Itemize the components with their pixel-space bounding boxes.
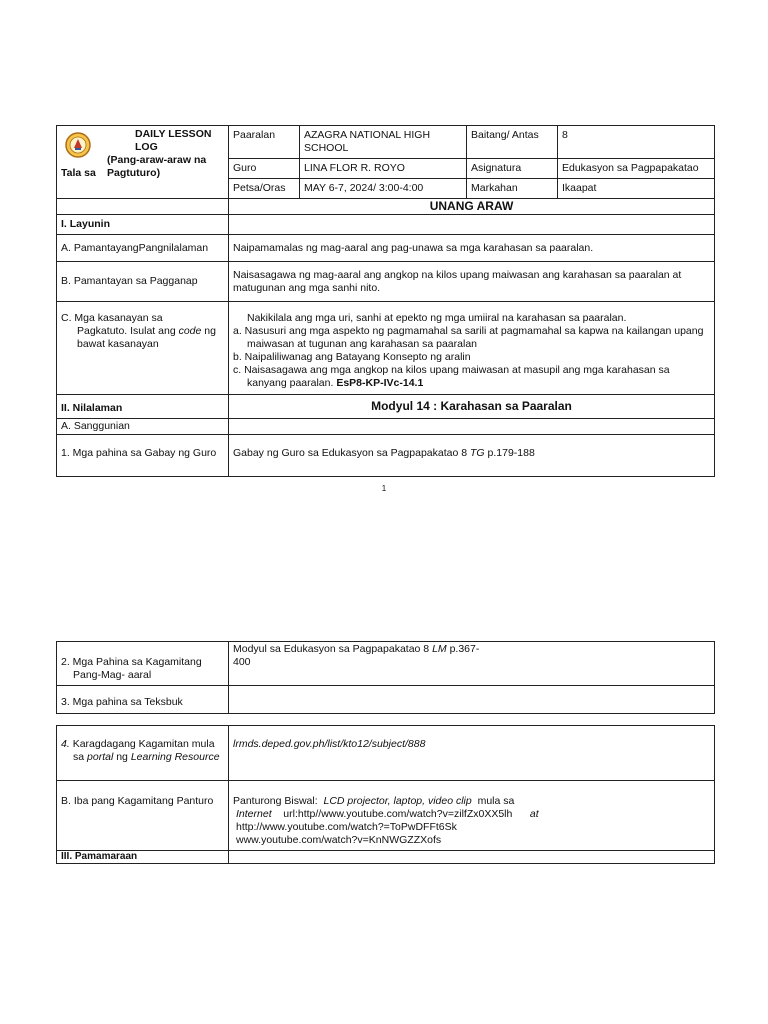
- page-number: 1: [381, 484, 387, 493]
- iba-line1-tools: LCD projector, laptop, video clip: [323, 795, 472, 807]
- header-title-line4b: Pagtuturo): [107, 167, 161, 179]
- iba-line1-pre: Panturong Biswal:: [233, 795, 318, 807]
- iba-line2-url[interactable]: url:http//www.youtube.com/watch?v=zilfZx0XX5lh: [283, 808, 513, 820]
- paaralan-value: AZAGRA NATIONAL HIGH SCHOOL: [300, 126, 467, 159]
- teksbuk-label: 3. Mga pahina sa Teksbuk: [57, 686, 229, 714]
- guro-label: Guro: [229, 159, 300, 179]
- pamantayan-pagganap-value: Naisasagawa ng mag-aaral ang angkop na kilos upang maiwasan ang karahasan sa paaralan at matugunan ang mga sanhi nito.: [229, 262, 715, 302]
- lesson-log-table-resources: [56, 725, 715, 864]
- lesson-log-table: [56, 125, 715, 477]
- kasanayan-label-code: code: [178, 325, 202, 337]
- kasanayan-label-line1: C. Mga kasanayan sa: [61, 312, 163, 324]
- petsa-label: Petsa/Oras: [229, 179, 300, 199]
- gabay-guro-label: [57, 435, 229, 477]
- iba-line2-at: at: [529, 808, 539, 820]
- blank-cell: [57, 199, 229, 215]
- karagdagang-kagamitan-link[interactable]: lrmds.deped.gov.ph/list/kto12/subject/888: [229, 726, 715, 781]
- competency-code: EsP8-KP-IVc-14.1: [336, 377, 424, 389]
- kagamitang-mag-aaral-value: [229, 642, 715, 686]
- header-title-line1: DAILY LESSON: [135, 128, 212, 140]
- karagdagang-kagamitan-lr: Learning Resource: [130, 751, 220, 763]
- kasanayan-intro: Nakikilala ang mga uri, sanhi at epekto ng mga umiiral na karahasan sa paaralan.: [247, 312, 627, 324]
- iba-pang-kagamitan-value: [229, 781, 715, 851]
- kagamitang-mag-aaral-label: [57, 642, 229, 686]
- pamamaraan-heading: III. Pamamaraan: [57, 851, 229, 864]
- school-seal-icon: [65, 132, 91, 158]
- kagamitang-mag-aaral-value-lm: LM: [432, 643, 447, 655]
- iba-line1-post: mula sa: [477, 795, 515, 807]
- kasanayan-item-c: [233, 364, 710, 390]
- kagamitang-mag-aaral-label-text: 2. Mga Pahina sa Kagamitang Pang-Mag- aaral: [61, 656, 202, 681]
- pamantayan-pagganap-label: B. Pamantayan sa Pagganap: [57, 262, 229, 302]
- karagdagang-kagamitan-label-2: ng: [116, 751, 128, 763]
- teksbuk-value: [229, 686, 715, 714]
- header-title-line4a: Tala sa: [61, 167, 96, 179]
- gabay-guro-value-post: p.179-188: [487, 447, 535, 459]
- iba-line2: [233, 808, 710, 821]
- paaralan-label: Paaralan: [229, 126, 300, 159]
- baitang-value: 8: [558, 126, 715, 159]
- guro-value: LINA FLOR R. ROYO: [300, 159, 467, 179]
- baitang-label: Baitang/ Antas: [467, 126, 558, 159]
- asignatura-value: Edukasyon sa Pagpapakatao: [558, 159, 715, 179]
- gabay-guro-value: [229, 435, 715, 477]
- karagdagang-kagamitan-portal: portal: [87, 751, 114, 763]
- kagamitang-mag-aaral-value-pre: Modyul sa Edukasyon sa Pagpapakatao 8: [233, 643, 430, 655]
- karagdagang-kagamitan-label: [57, 726, 229, 781]
- petsa-value: MAY 6-7, 2024/ 3:00-4:00: [300, 179, 467, 199]
- karagdagang-kagamitan-num: 4.: [61, 738, 70, 750]
- gabay-guro-value-tg: TG: [470, 447, 485, 459]
- lesson-log-table-continued: [56, 641, 715, 714]
- kasanayan-item-a: a. Nasusuri ang mga aspekto ng pagmamahal sa sarili at pagmamahal sa kapwa na kailangan upang maiwasan at tugunan ang karahasan sa paaralan: [233, 325, 704, 350]
- markahan-value: Ikaapat: [558, 179, 715, 199]
- sanggunian-blank: [229, 419, 715, 435]
- modyul-title: Modyul 14 : Karahasan sa Paaralan: [229, 395, 715, 419]
- gabay-guro-value-pre: Gabay ng Guro sa Edukasyon sa Pagpapakatao 8: [233, 447, 468, 459]
- iba-pang-kagamitan-label: B. Iba pang Kagamitang Panturo: [57, 781, 229, 851]
- iba-line2-internet: Internet: [236, 808, 272, 820]
- iba-line3-url[interactable]: http://www.youtube.com/watch?=ToPwDFFt6Sk: [236, 821, 457, 833]
- iba-line4-url[interactable]: www.youtube.com/watch?v=KnNWGZZXofs: [236, 834, 442, 846]
- header-title-cell: [57, 126, 229, 199]
- kasanayan-item-c-text: c. Naisasagawa ang mga angkop na kilos upang maiwasan at masupil ang mga karahasan sa kanyang paaralan.: [233, 364, 670, 389]
- layunin-heading: I. Layunin: [57, 215, 229, 235]
- kasanayan-label: [57, 302, 229, 395]
- kasanayan-label-line3: ng bawat kasanayan: [77, 325, 216, 350]
- nilalaman-heading: II. Nilalaman: [57, 395, 229, 419]
- asignatura-label: Asignatura: [467, 159, 558, 179]
- gabay-guro-label-text: 1. Mga pahina sa Gabay ng Guro: [61, 447, 217, 459]
- iba-line1: [233, 795, 710, 808]
- kagamitang-mag-aaral-value-post: p.367-400: [233, 643, 480, 668]
- kasanayan-item-b: b. Naipaliliwanag ang Batayang Konsepto ng aralin: [233, 351, 471, 363]
- header-title-line3: (Pang-araw-araw na: [107, 154, 207, 166]
- kasanayan-label-line2: Pagkatuto. Isulat ang: [77, 325, 176, 337]
- sanggunian-label: A. Sanggunian: [57, 419, 229, 435]
- pamamaraan-blank: [229, 851, 715, 864]
- pamantayang-pangnilalaman-label: A. PamantayangPangnilalaman: [57, 235, 229, 262]
- markahan-label: Markahan: [467, 179, 558, 199]
- header-title-line2: LOG: [135, 141, 158, 153]
- kasanayan-value: [229, 302, 715, 395]
- karagdagang-kagamitan-label-1: Karagdagang Kagamitan mula sa: [72, 738, 215, 763]
- day-title: UNANG ARAW: [229, 199, 715, 215]
- pamantayang-pangnilalaman-value: Naipamamalas ng mag-aaral ang pag-unawa sa mga karahasan sa paaralan.: [229, 235, 715, 262]
- layunin-heading-blank: [229, 215, 715, 235]
